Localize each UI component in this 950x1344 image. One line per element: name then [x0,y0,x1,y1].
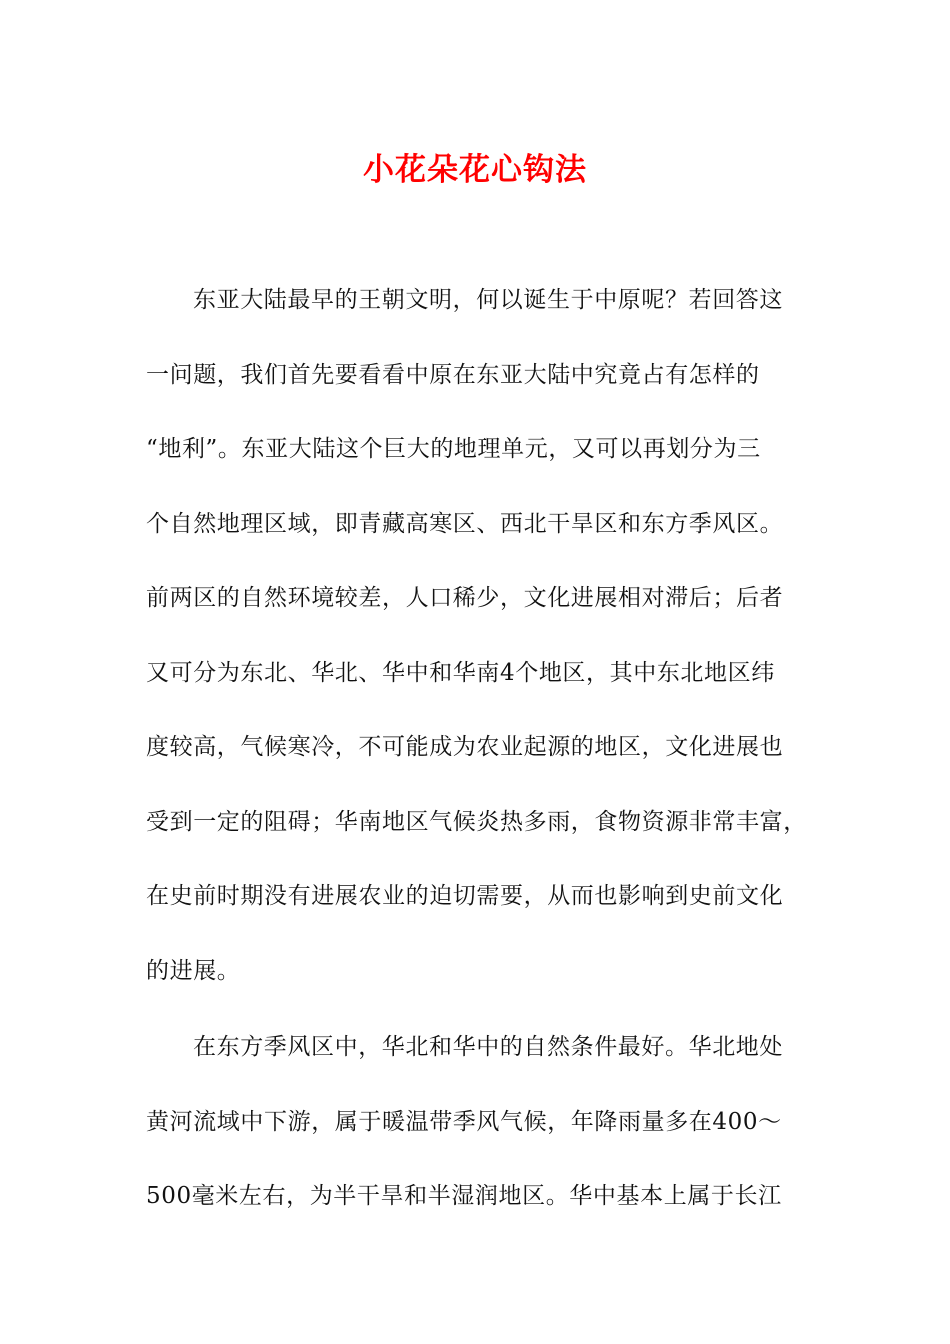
paragraph-line: 在史前时期没有进展农业的迫切需要，从而也影响到史前文化 [146,883,784,909]
paragraph-line: 东亚大陆最早的王朝文明，何以诞生于中原呢？若回答这 [193,287,783,313]
paragraph-line: 个自然地理区域，即青藏高寒区、西北干旱区和东方季风区。 [146,510,784,537]
paragraph-line: 一问题，我们首先要看看中原在东亚大陆中究竟占有怎样的 [146,361,760,388]
paragraph-line: 的进展。 [146,957,241,984]
paragraph-line: 黄河流域中下游，属于暖温带季风气候，年降雨量多在400～ [146,1108,782,1135]
paragraph-line: “地利”。东亚大陆这个巨大的地理单元，又可以再划分为三 [146,436,761,462]
paragraph-2 [146,1032,801,1256]
paragraph-line: 受到一定的阻碍；华南地区气候炎热多雨，食物资源非常丰富， [146,808,807,835]
document-title: 小花朵花心钩法 [363,152,587,188]
paragraph-line: 在东方季风区中，华北和华中的自然条件最好。华北地处 [193,1034,783,1060]
paragraph-line: 又可分为东北、华北、华中和华南4个地区，其中东北地区纬 [146,659,775,686]
paragraph-line: 前两区的自然环境较差，人口稀少，文化进展相对滞后；后者 [146,585,784,611]
paragraph-line: 500毫米左右，为半干旱和半湿润地区。华中基本上属于长江 [146,1183,782,1209]
paragraph-1 [146,285,807,1030]
paragraph-line: 度较高，气候寒冷，不可能成为农业起源的地区，文化进展也 [146,734,784,760]
